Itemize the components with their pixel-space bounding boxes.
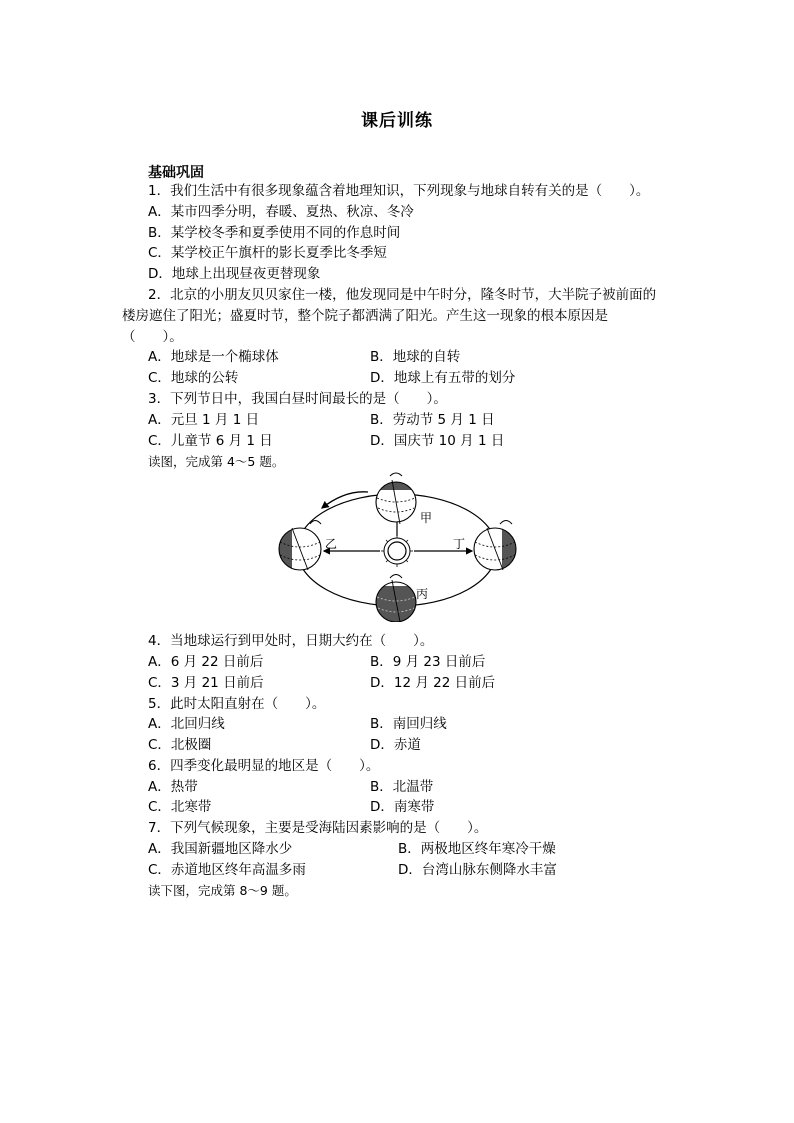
label-yi: 乙 (325, 537, 338, 551)
question-1-stem: 1．我们生活中有很多现象蕴含着地理知识，下列现象与地球自转有关的是（ ）。 (148, 183, 650, 199)
question-3-stem: 3．下列节日中，我国白昼时间最长的是（ ）。 (148, 391, 447, 407)
question-5-option-d: D．赤道 (370, 737, 421, 753)
question-5-stem: 5．此时太阳直射在（ ）。 (148, 696, 326, 712)
label-bing: 丙 (416, 587, 429, 601)
question-6-option-b: B．北温带 (370, 779, 434, 795)
earth-orbit-diagram (270, 462, 530, 622)
section-heading: 基础巩固 (148, 165, 204, 181)
label-ding: 丁 (453, 537, 466, 551)
label-jia: 甲 (420, 511, 433, 525)
question-2-stem-line2: 楼房遮住了阳光；盛夏时节，整个院子都洒满了阳光。产生这一现象的根本原因是 (122, 308, 608, 324)
question-6-option-c: C．北寒带 (148, 799, 212, 815)
question-3-option-c: C．儿童节 6 月 1 日 (148, 433, 273, 449)
question-7-option-a: A．我国新疆地区降水少 (148, 841, 293, 857)
question-6-option-a: A．热带 (148, 779, 198, 795)
question-6-stem: 6．四季变化最明显的地区是（ ）。 (148, 758, 380, 774)
revolution-direction-arrow (322, 492, 368, 508)
question-5-option-c: C．北极圈 (148, 737, 212, 753)
sun-icon (381, 535, 413, 567)
question-1-option-b: B．某学校冬季和夏季使用不同的作息时间 (148, 225, 401, 241)
question-3-option-d: D．国庆节 10 月 1 日 (370, 433, 505, 449)
question-7-option-c: C．赤道地区终年高温多雨 (148, 862, 306, 878)
question-4-option-c: C．3 月 21 日前后 (148, 675, 264, 691)
earth-yi-icon (276, 521, 326, 575)
question-3-option-a: A．元旦 1 月 1 日 (148, 412, 260, 428)
question-4-stem: 4．当地球运行到甲处时，日期大约在（ ）。 (148, 633, 434, 649)
page-title: 课后训练 (361, 111, 433, 131)
read-instruction-2: 读下图，完成第 8～9 题。 (148, 883, 297, 898)
question-4-option-d: D．12 月 22 日前后 (370, 675, 496, 691)
question-5-option-a: A．北回归线 (148, 716, 225, 732)
question-1-option-a: A．某市四季分明，春暖、夏热、秋凉、冬冷 (148, 204, 414, 220)
earth-ding-icon (470, 521, 520, 575)
question-7-option-b: B．两极地区终年寒冷干燥 (398, 841, 556, 857)
question-2-option-d: D．地球上有五带的划分 (370, 370, 516, 386)
question-4-option-b: B．9 月 23 日前后 (370, 654, 486, 670)
question-1-option-c: C．某学校正午旗杆的影长夏季比冬季短 (148, 245, 387, 261)
question-5-option-b: B．南回归线 (370, 716, 447, 732)
question-2-stem-line1: 2．北京的小朋友贝贝家住一楼，他发现同是中午时分，隆冬时节，大半院子被前面的 (148, 287, 657, 303)
question-1-option-d: D．地球上出现昼夜更替现象 (148, 266, 321, 282)
question-7-option-d: D．台湾山脉东侧降水丰富 (398, 862, 557, 878)
question-4-option-a: A．6 月 22 日前后 (148, 654, 264, 670)
question-3-option-b: B．劳动节 5 月 1 日 (370, 412, 495, 428)
question-2-stem-line3: （ ）。 (122, 329, 183, 345)
read-instruction-1: 读图，完成第 4～5 题。 (148, 454, 285, 469)
question-2-option-b: B．地球的自转 (370, 349, 461, 365)
question-6-option-d: D．南寒带 (370, 799, 435, 815)
question-2-option-a: A．地球是一个椭球体 (148, 349, 279, 365)
question-7-stem: 7．下列气候现象，主要是受海陆因素影响的是（ ）。 (148, 820, 488, 836)
question-2-option-c: C．地球的公转 (148, 370, 239, 386)
